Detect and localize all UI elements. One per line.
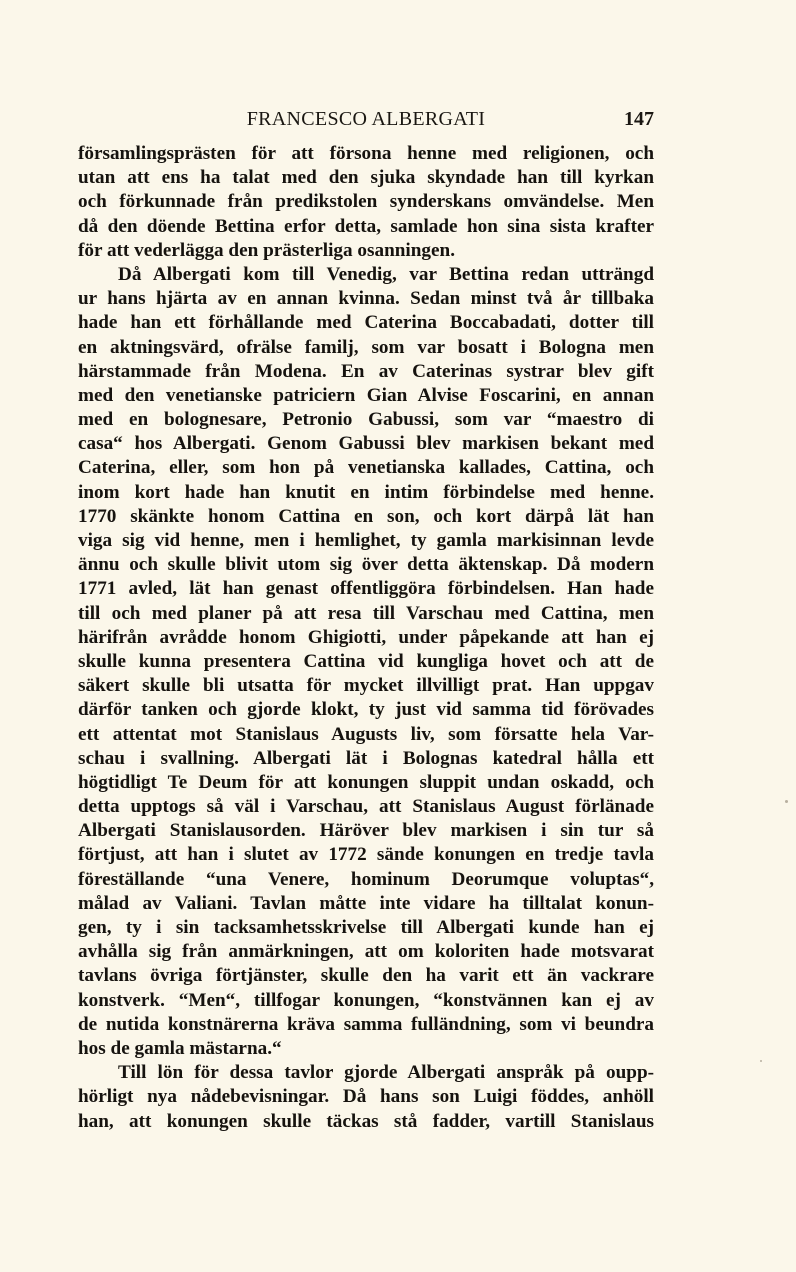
text-line: förtjust, att han i slutet av 1772 sände konungen en tredje tavla	[78, 844, 654, 866]
text-line: detta upptogs så väl i Varschau, att Stanislaus August förlänade	[78, 796, 654, 818]
text-line: viga sig vid henne, men i hemlighet, ty gamla markisinnan levde	[78, 530, 654, 551]
text-line: schau i svallning. Albergati lät i Bolognas katedral hålla ett	[78, 747, 654, 769]
text-line: målad av Valiani. Tavlan måtte inte vidare ha tilltalat konun-	[78, 892, 654, 914]
text-line: säkert skulle bli utsatta för mycket illvilligt prat. Han uppgav	[78, 675, 654, 697]
text-line: han, att konungen skulle täckas stå fadder, vartill Stanislaus	[78, 1110, 654, 1132]
text-line: högtidligt Te Deum för att konungen sluppit undan oskadd, och	[78, 771, 654, 793]
page-number: 147	[624, 108, 654, 130]
text-line: inom kort hade han knutit en intim förbindelse med henne.	[78, 481, 654, 503]
page-header	[78, 108, 654, 134]
body-text	[78, 142, 654, 1134]
text-line: ännu och skulle blivit utom sig över detta äktenskap. Då modern	[78, 554, 654, 576]
text-line: för att vederlägga den prästerliga osanningen.	[78, 239, 455, 261]
text-line: ett attentat mot Stanislaus Augusts liv, som försatte hela Var-	[78, 723, 654, 745]
text-line: därför tanken och gjorde klokt, ty just vid samma tid förövades	[78, 699, 654, 721]
paper-speck	[760, 1060, 762, 1062]
text-line: casa“ hos Albergati. Genom Gabussi blev markisen bekant med	[78, 433, 654, 455]
text-line: med en bolognesare, Petronio Gabussi, som var “maestro di	[78, 409, 654, 431]
text-line: Albergati Stanislausorden. Häröver blev markisen i sin tur så	[78, 820, 654, 842]
running-head: FRANCESCO ALBERGATI	[246, 108, 486, 130]
text-line: hörligt nya nådebevisningar. Då hans son Luigi föddes, anhöll	[78, 1086, 654, 1108]
text-line: härifrån avrådde honom Ghigiotti, under påpekande att han ej	[78, 626, 654, 648]
text-line: föreställande “una Venere, hominum Deorumque voluptas“,	[78, 868, 654, 890]
text-line: Då Albergati kom till Venedig, var Bettina redan utträngd	[118, 263, 654, 285]
text-line: 1770 skänkte honom Cattina en son, och kort därpå lät han	[78, 505, 654, 527]
text-line: gen, ty i sin tacksamhetsskrivelse till Albergati kunde han ej	[78, 917, 654, 938]
text-line: tavlans övriga förtjänster, skulle den ha varit ett än vackrare	[78, 965, 654, 987]
text-line: de nutida konstnärerna kräva samma fulländning, som vi beundra	[78, 1013, 654, 1035]
text-line: hade han ett förhållande med Caterina Boccabadati, dotter till	[78, 312, 654, 334]
text-line: med den venetianske patriciern Gian Alvise Foscarini, en annan	[78, 384, 654, 406]
text-line: utan att ens ha talat med den sjuka skyndade han till kyrkan	[78, 167, 654, 189]
text-line: Till lön för dessa tavlor gjorde Albergati anspråk på oupp-	[118, 1062, 654, 1084]
text-line: 1771 avled, lät han genast offentliggöra förbindelsen. Han hade	[78, 578, 654, 600]
text-line: till och med planer på att resa till Varschau med Cattina, men	[78, 602, 654, 624]
text-line: då den döende Bettina erfor detta, samlade hon sina sista krafter	[78, 215, 654, 237]
text-line: Caterina, eller, som hon på venetianska kallades, Cattina, och	[78, 457, 654, 479]
text-line: och förkunnade från predikstolen synderskans omvändelse. Men	[78, 191, 654, 213]
text-line: hos de gamla mästarna.“	[78, 1037, 282, 1059]
text-line: härstammade från Modena. En av Caterinas systrar blev gift	[78, 360, 654, 382]
text-line: avhålla sig från anmärkningen, att om koloriten hade motsvarat	[78, 941, 654, 963]
text-line: skulle kunna presentera Cattina vid kungliga hovet och att de	[78, 650, 654, 672]
text-line: ur hans hjärta av en annan kvinna. Sedan minst två år tillbaka	[78, 288, 654, 310]
paper-speck	[785, 800, 788, 803]
text-line: konstverk. “Men“, tillfogar konungen, “konstvännen kan ej av	[78, 989, 654, 1011]
text-line: en aktningsvärd, ofrälse familj, som var bosatt i Bologna men	[78, 336, 654, 358]
text-line: församlingsprästen för att försona henne med religionen, och	[78, 143, 654, 164]
